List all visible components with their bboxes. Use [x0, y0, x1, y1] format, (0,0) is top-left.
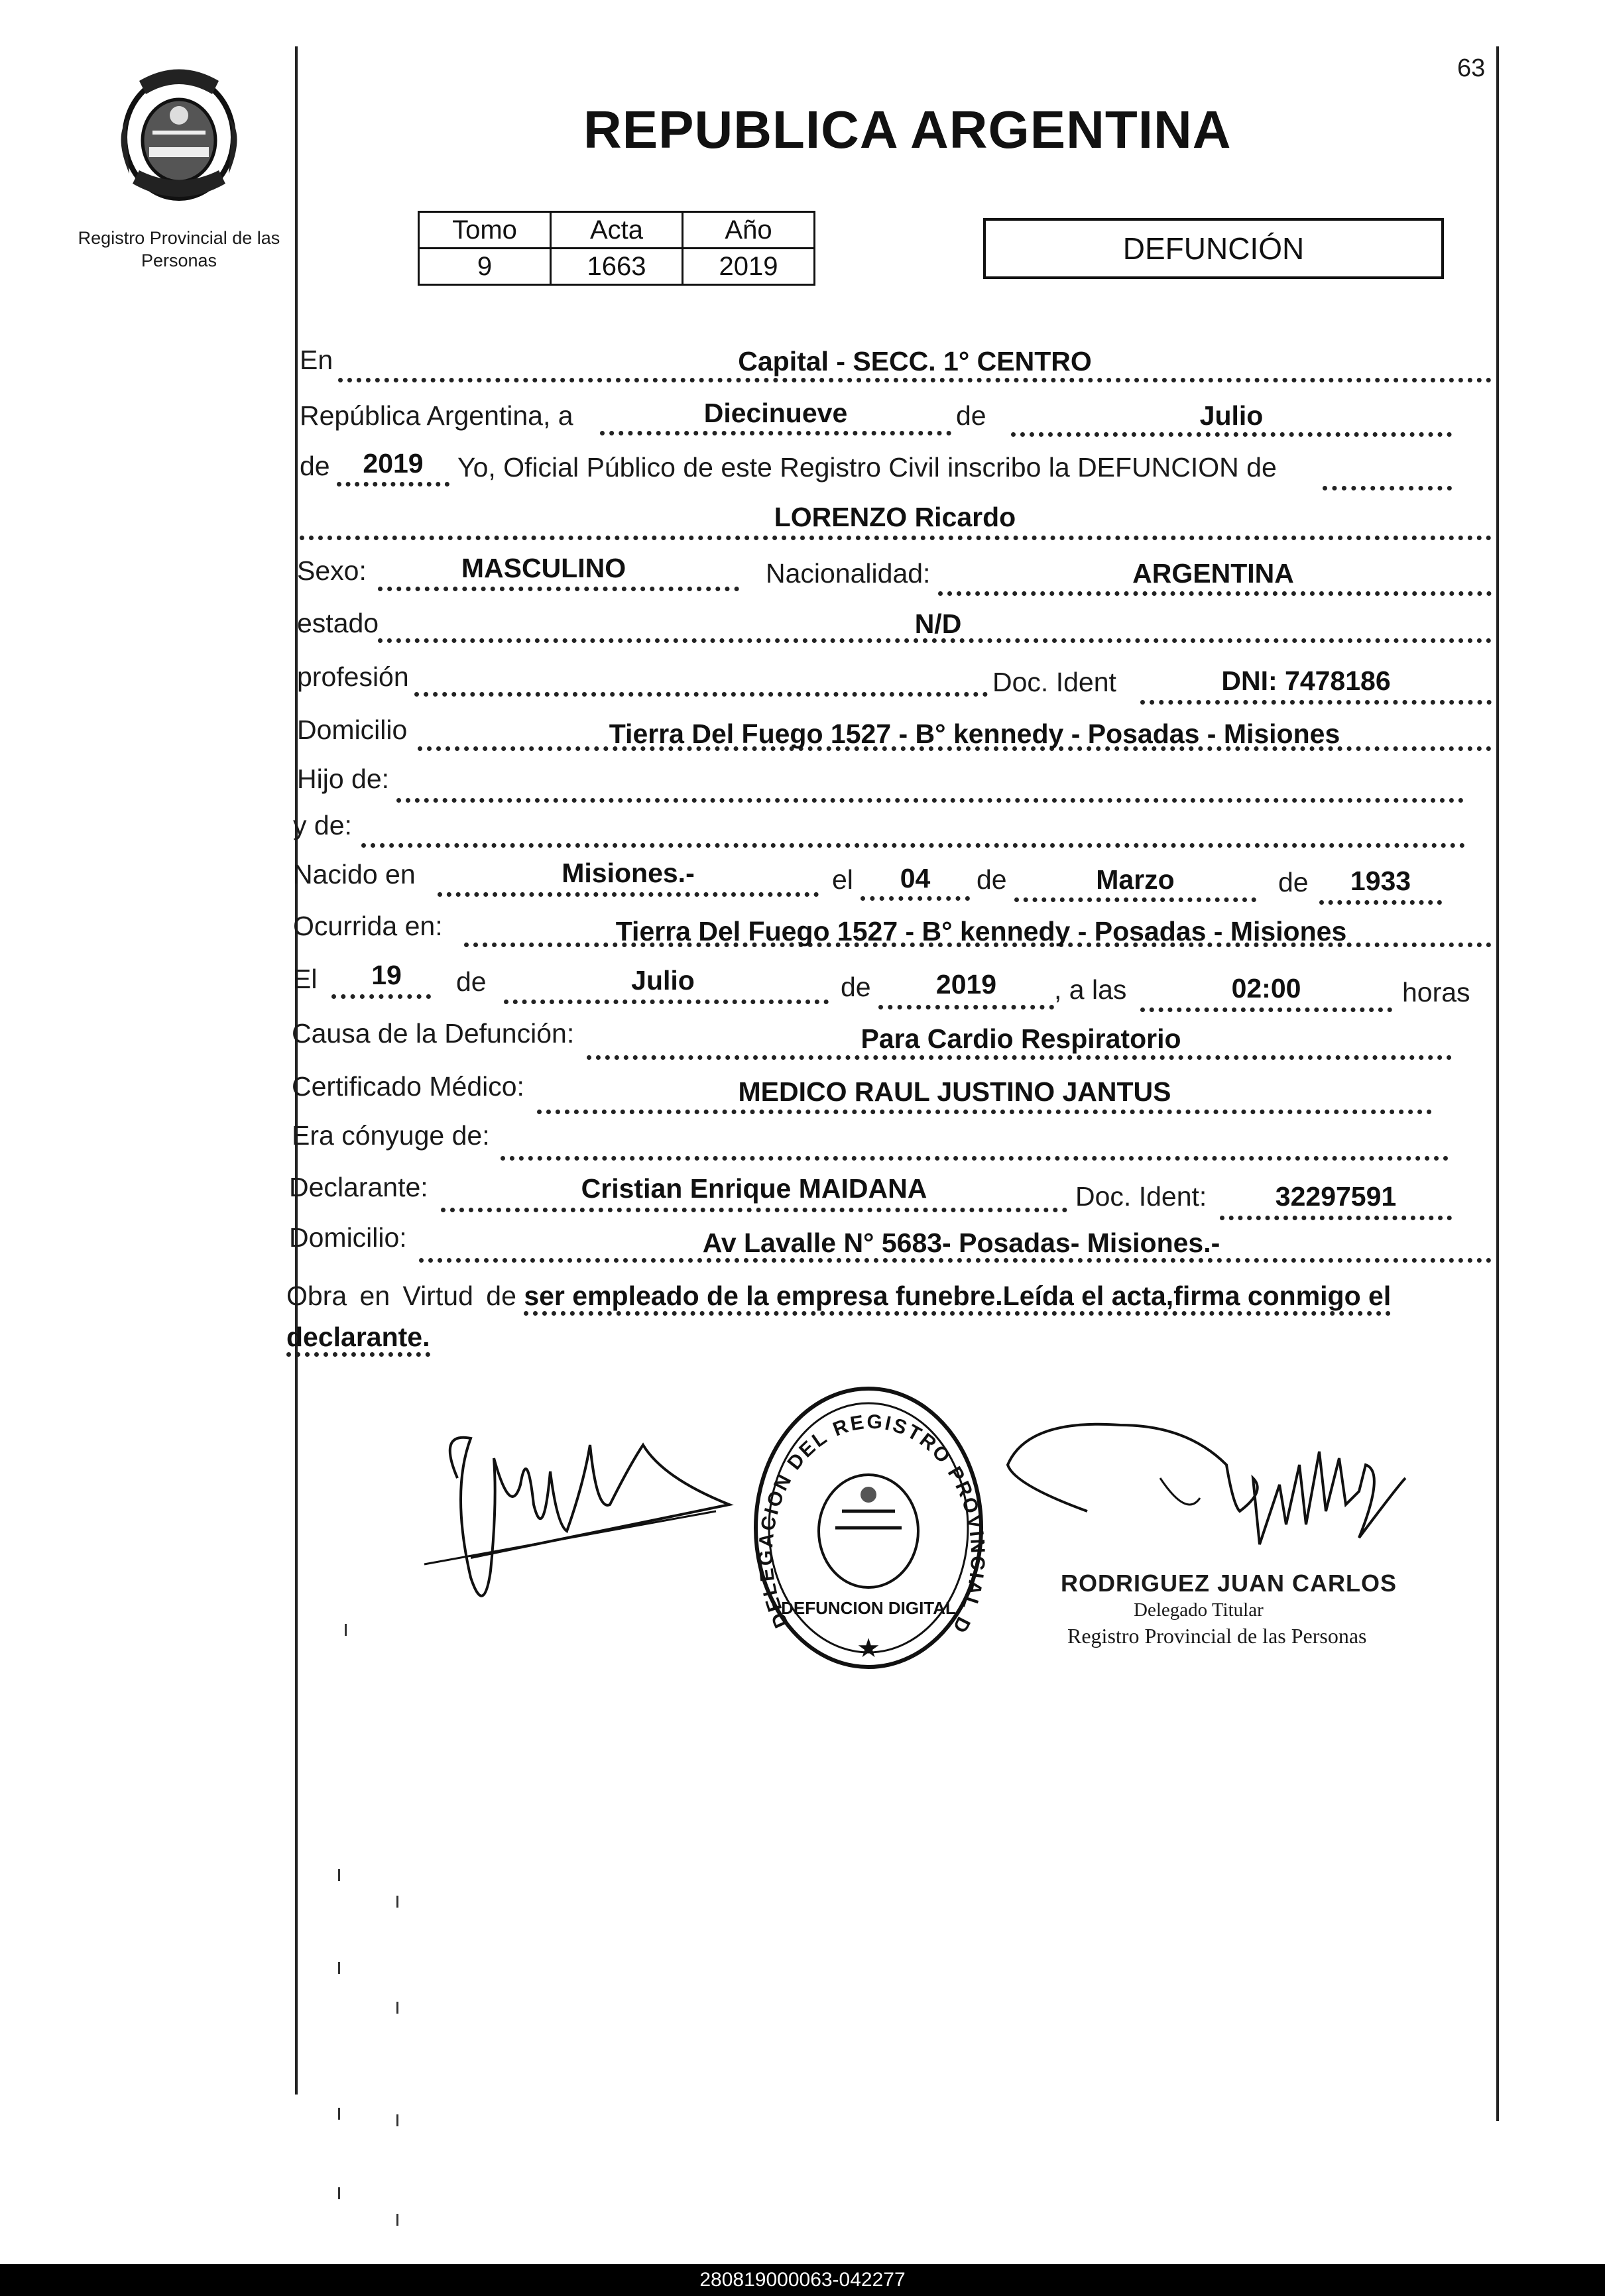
sexo-dotted-line [378, 587, 739, 591]
y-de-label: y de: [293, 810, 352, 840]
nacido-dia-value: 04 [900, 863, 931, 893]
obra-text: ser empleado de la empresa funebre.Leída el acta,firma conmigo el declarante. [286, 1281, 1391, 1357]
nacido-label: Nacido en [293, 859, 416, 890]
scan-mark [338, 1869, 340, 1881]
declarante-domicilio-value: Av Lavalle N° 5683- Posadas- Misiones.- [702, 1228, 1220, 1258]
de-label: de [956, 400, 986, 431]
acta-header-tomo: Tomo [419, 212, 551, 249]
estado-label: estado [297, 608, 379, 638]
left-margin-line [295, 46, 298, 2095]
ocurrida-dia-value: 19 [371, 960, 402, 990]
footer-barcode-band [0, 2264, 1605, 2296]
domicilio-value: Tierra Del Fuego 1527 - B° kennedy - Posadas - Misiones [609, 718, 1340, 749]
scan-mark [338, 2187, 340, 2199]
nombre-dotted-line [300, 536, 1492, 540]
nacido-de-label: de [977, 864, 1007, 895]
ocurrida-de-label: de [456, 966, 487, 997]
doc-ident-dotted-line [1140, 700, 1492, 705]
declarante-label: Declarante: [289, 1172, 428, 1202]
obra-label: Obra en Virtud de [286, 1281, 516, 1311]
record-type: DEFUNCIÓN [1122, 231, 1305, 266]
declarante-signature [411, 1405, 756, 1631]
acta-header-anio: Año [683, 212, 815, 249]
nacido-mes-dotted-line [1014, 897, 1256, 902]
en-label: En [300, 345, 333, 375]
ocurrida-dia-dotted-line [331, 994, 431, 999]
nacionalidad-dotted-line [938, 591, 1492, 596]
ocurrida-mes-dotted-line [504, 1000, 829, 1004]
en-dotted-line [338, 378, 1492, 382]
official-registry: Registro Provincial de las Personas [1067, 1624, 1367, 1648]
scan-mark [338, 2108, 340, 2120]
seal-star-icon: ★ [857, 1634, 880, 1663]
obra-paragraph [286, 1275, 1480, 1357]
scan-mark [345, 1624, 347, 1636]
nacido-dia-dotted-line [861, 896, 970, 901]
de-anio-label: de [300, 451, 330, 481]
scan-mark [396, 2002, 398, 2014]
page-number: 63 [1457, 54, 1486, 82]
nacido-el-label: el [832, 864, 853, 895]
doc-ident-value: DNI: 7478186 [1221, 665, 1391, 696]
seal-ring-text: DELEGACION DEL REGISTRO PROVINCIAL D [754, 1410, 989, 1638]
hijo-label: Hijo de: [297, 764, 390, 794]
conyuge-dotted-line [501, 1156, 1449, 1161]
right-margin-line-top [1496, 46, 1498, 86]
doc-ident-label: Doc. Ident [992, 667, 1116, 697]
page-title: REPUBLICA ARGENTINA [583, 100, 1232, 159]
official-seal [743, 1372, 994, 1684]
hora-dotted-line [1140, 1007, 1392, 1012]
mes-dotted-line [1011, 432, 1452, 437]
provincial-shield-logo [99, 54, 259, 213]
nacido-anio-dotted-line [1319, 900, 1442, 905]
acta-table-header-row [419, 212, 815, 249]
official-name: RODRIGUEZ JUAN CARLOS [1061, 1570, 1397, 1597]
acta-value-anio: 2019 [683, 249, 815, 285]
nacido-anio-value: 1933 [1350, 866, 1411, 896]
dia-value: Diecinueve [703, 398, 848, 428]
registry-name: Registro Provincial de las Personas [78, 228, 280, 270]
el-label: El [293, 964, 318, 994]
acta-value-tomo: 9 [419, 249, 551, 285]
nacido-lugar-value: Misiones.- [562, 858, 695, 888]
mes-value: Julio [1199, 400, 1264, 431]
declarante-domicilio-dotted-line [419, 1258, 1492, 1263]
hijo-dotted-line [396, 798, 1464, 803]
declarante-dotted-line [441, 1208, 1067, 1212]
ocurrida-lugar-value: Tierra Del Fuego 1527 - B° kennedy - Posadas - Misiones [615, 916, 1347, 947]
domicilio-label: Domicilio [297, 715, 408, 745]
republica-label: República Argentina, a [300, 400, 573, 431]
a-las-label: , a las [1054, 974, 1127, 1005]
ocurrida-label: Ocurrida en: [293, 911, 443, 941]
nacido-mes-value: Marzo [1096, 864, 1175, 895]
causa-dotted-line [587, 1055, 1452, 1060]
certificado-label: Certificado Médico: [292, 1071, 524, 1102]
nacionalidad-value: ARGENTINA [1132, 558, 1294, 589]
acta-table [418, 211, 815, 286]
sexo-value: MASCULINO [461, 553, 626, 583]
acta-table-value-row [419, 249, 815, 285]
footer-code: 280819000063-042277 [699, 2269, 906, 2291]
scan-mark [338, 1962, 340, 1974]
conyuge-label: Era cónyuge de: [292, 1120, 490, 1151]
inscribo-text: Yo, Oficial Público de este Registro Civil inscribo la DEFUNCION de [457, 452, 1277, 483]
profesion-label: profesión [297, 661, 409, 692]
lugar-value: Capital - SECC. 1° CENTRO [738, 346, 1092, 376]
ocurrida-de-anio-label: de [841, 972, 871, 1002]
certificado-value: MEDICO RAUL JUSTINO JANTUS [738, 1076, 1171, 1107]
declarante-doc-label: Doc. Ident: [1075, 1181, 1207, 1212]
anio-value: 2019 [363, 448, 424, 479]
record-type-box [983, 218, 1444, 279]
y-de-dotted-line [361, 843, 1465, 848]
inscribo-dotted-line [1323, 486, 1452, 490]
nacido-lugar-dotted-line [438, 892, 819, 897]
declarante-domicilio-label: Domicilio: [289, 1222, 407, 1253]
nacionalidad-label: Nacionalidad: [766, 558, 931, 589]
profesion-dotted-line [414, 692, 988, 697]
ocurrida-anio-dotted-line [878, 1005, 1054, 1009]
right-margin-line [1496, 46, 1499, 2121]
declarante-doc-value: 32297591 [1275, 1181, 1397, 1212]
declarante-doc-dotted-line [1220, 1216, 1452, 1220]
acta-value-acta: 1663 [551, 249, 683, 285]
anio-dotted-line [337, 482, 449, 487]
hora-value: 02:00 [1231, 973, 1301, 1004]
scan-mark [396, 1896, 398, 1908]
estado-value: N/D [914, 608, 962, 639]
scan-mark [396, 2214, 398, 2226]
acta-header-acta: Acta [551, 212, 683, 249]
scan-mark [396, 2114, 398, 2126]
nombre-value: LORENZO Ricardo [774, 502, 1016, 532]
causa-value: Para Cardio Respiratorio [861, 1023, 1181, 1054]
sexo-label: Sexo: [297, 555, 367, 586]
causa-label: Causa de la Defunción: [292, 1018, 575, 1049]
shield-emblem-icon [99, 54, 259, 213]
official-title: Delegado Titular [1134, 1599, 1264, 1621]
declarante-value: Cristian Enrique MAIDANA [581, 1173, 927, 1204]
seal-inner-text: DEFUNCION DIGITAL [781, 1598, 956, 1618]
nacido-de-anio-label: de [1278, 867, 1309, 897]
ocurrida-anio-value: 2019 [935, 969, 997, 1000]
official-signature [988, 1412, 1425, 1584]
certificado-dotted-line [537, 1110, 1432, 1114]
horas-label: horas [1402, 977, 1470, 1007]
ocurrida-mes-value: Julio [631, 965, 695, 996]
dia-dotted-line [600, 431, 951, 435]
